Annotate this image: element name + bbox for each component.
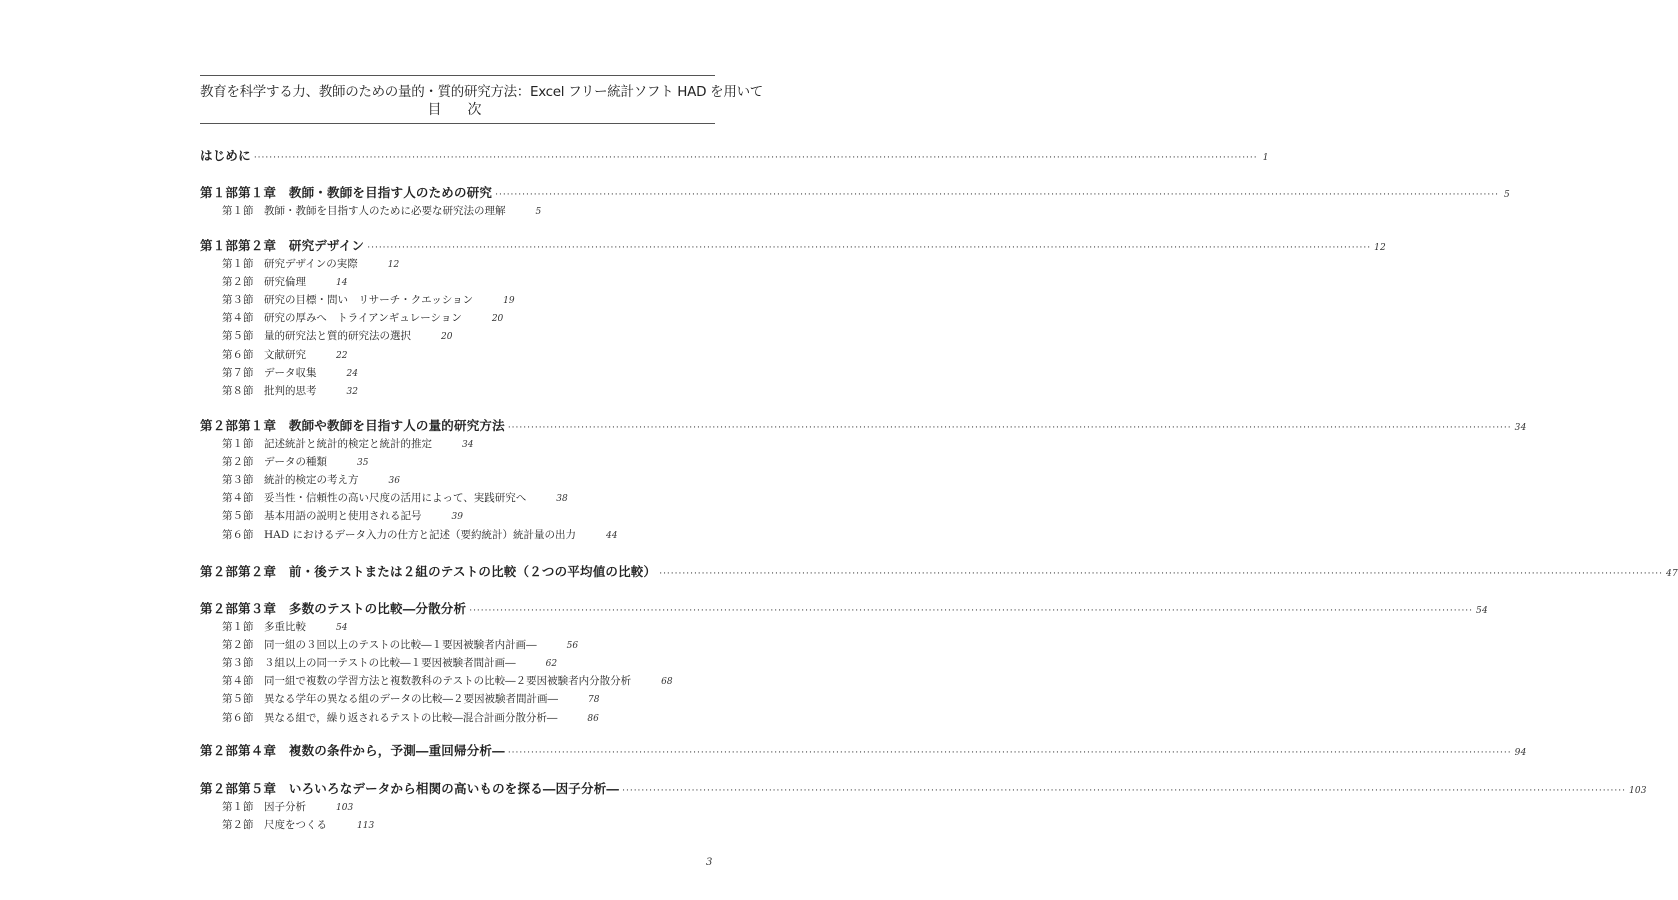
section-number: 第６節 — [222, 529, 254, 541]
toc-chapter-entry — [200, 416, 1527, 434]
section-title: 同一組の３回以上のテストの比較―１要因被験者内計画― — [264, 639, 537, 651]
toc-section-entry — [222, 365, 358, 380]
toc-section-entry — [222, 256, 399, 271]
bottom-rule — [200, 123, 715, 124]
toc-section-entry — [222, 691, 599, 706]
section-page: 103 — [336, 803, 354, 813]
leader-dots: ···································································································································································································································································· — [367, 243, 1372, 253]
toc-section-entry — [222, 328, 452, 343]
toc-section-entry — [222, 619, 347, 634]
toc-section-entry — [222, 472, 400, 487]
section-number: 第１節 — [222, 205, 254, 217]
toc-section-entry — [222, 655, 557, 670]
leader-dots: ···································································································································································································································································· — [253, 153, 1258, 163]
toc-chapter-entry — [200, 599, 1488, 617]
section-number: 第２節 — [222, 276, 254, 288]
section-page: 19 — [503, 296, 515, 306]
section-title: HAD におけるデータ入力の仕方と記述（要約統計）統計量の出力 — [264, 529, 576, 541]
chapter-page: 34 — [1514, 423, 1527, 433]
page-number: 3 — [706, 857, 713, 868]
section-number: 第３節 — [222, 474, 254, 486]
toc-chapter-entry — [200, 183, 1510, 201]
toc-section-entry — [222, 292, 515, 307]
section-page: 86 — [587, 714, 599, 724]
section-number: 第４節 — [222, 492, 254, 504]
chapter-page: 12 — [1374, 243, 1386, 253]
chapter-page: 54 — [1476, 606, 1488, 616]
section-number: 第２節 — [222, 456, 254, 468]
chapter-page: 1 — [1262, 153, 1269, 163]
section-number: 第２節 — [222, 639, 254, 651]
section-number: 第１節 — [222, 621, 254, 633]
toc-section-entry — [222, 436, 473, 451]
section-title: 文献研究 — [264, 349, 306, 361]
toc-section-entry — [222, 673, 673, 688]
section-title: データ収集 — [264, 367, 317, 379]
chapter-title: はじめに — [200, 148, 251, 163]
section-page: 54 — [336, 623, 348, 633]
section-title: データの種類 — [264, 456, 327, 468]
section-number: 第１節 — [222, 438, 254, 450]
section-title: ３組以上の同一テストの比較―１要因被験者間計画― — [264, 657, 516, 669]
toc-chapter-entry — [200, 236, 1386, 254]
section-page: 12 — [387, 260, 400, 270]
toc-section-entry — [222, 799, 353, 814]
section-number: 第６節 — [222, 712, 254, 724]
toc-section-entry — [222, 383, 358, 398]
toc-chapter-entry — [200, 146, 1269, 164]
section-page: 62 — [545, 659, 558, 669]
top-rule — [200, 75, 715, 76]
chapter-title: 第２部第３章 多数のテストの比較―分散分析 — [200, 601, 467, 616]
chapter-title: 第２部第４章 複数の条件から，予測―重回帰分析― — [200, 743, 505, 758]
section-title: 多重比較 — [264, 621, 306, 633]
section-page: 35 — [357, 458, 369, 468]
chapter-title: 第２部第２章 前・後テストまたは２組のテストの比較（２つの平均値の比較） — [200, 564, 657, 579]
chapter-page: 5 — [1504, 190, 1510, 200]
section-page: 39 — [451, 512, 463, 522]
section-page: 113 — [357, 821, 375, 831]
section-page: 38 — [556, 494, 568, 504]
section-page: 36 — [388, 476, 400, 486]
section-title: 因子分析 — [264, 801, 306, 813]
book-title: 教育を科学する力、教師のための量的・質的研究方法：Excel フリー統計ソフト HAD を用いて — [200, 84, 763, 100]
section-page: 5 — [535, 207, 542, 217]
section-page: 34 — [462, 440, 474, 450]
toc-section-entry — [222, 508, 463, 523]
section-title: 同一組で複数の学習方法と複数教科のテストの比較―２要因被験者内分散分析 — [264, 675, 632, 687]
section-title: 研究倫理 — [264, 276, 306, 288]
section-page: 68 — [661, 677, 673, 687]
section-number: 第１節 — [222, 801, 254, 813]
section-title: 研究の目標・問い リサーチ・クエッション — [264, 294, 474, 306]
toc-section-entry — [222, 310, 503, 325]
leader-dots: ···································································································································································································································································· — [469, 606, 1474, 616]
toc-chapter-entry — [200, 779, 1647, 797]
section-page: 22 — [336, 351, 348, 361]
section-number: 第７節 — [222, 367, 254, 379]
section-title: 批判的思考 — [264, 385, 317, 397]
section-page: 78 — [588, 695, 600, 705]
section-number: 第５節 — [222, 693, 254, 705]
toc-heading: 目 次 — [427, 102, 488, 118]
section-number: 第３節 — [222, 294, 254, 306]
section-number: 第８節 — [222, 385, 254, 397]
chapter-page: 94 — [1514, 748, 1527, 758]
section-page: 24 — [346, 369, 358, 379]
section-title: 研究デザインの実際 — [264, 258, 358, 270]
section-title: 妥当性・信頼性の高い尺度の活用によって、実践研究へ — [264, 492, 527, 504]
section-number: 第５節 — [222, 330, 254, 342]
section-number: 第２節 — [222, 819, 254, 831]
toc-section-entry — [222, 710, 599, 725]
toc-chapter-entry — [200, 562, 1678, 580]
toc-section-entry — [222, 527, 617, 542]
toc-section-entry — [222, 274, 347, 289]
section-page: 20 — [491, 314, 504, 324]
section-number: 第３節 — [222, 657, 254, 669]
section-page: 44 — [606, 531, 618, 541]
chapter-title: 第１部第２章 研究デザイン — [200, 238, 365, 253]
chapter-page: 47 — [1666, 569, 1678, 579]
leader-dots: ···································································································································································································································································· — [659, 569, 1664, 579]
section-number: 第５節 — [222, 510, 254, 522]
leader-dots: ···································································································································································································································································· — [507, 748, 1512, 758]
chapter-title: 第２部第５章 いろいろなデータから相関の高いものを探る―因子分析― — [200, 781, 620, 796]
leader-dots: ···································································································································································································································································· — [622, 786, 1626, 796]
section-page: 32 — [346, 387, 358, 397]
section-page: 56 — [566, 641, 579, 651]
section-title: 量的研究法と質的研究法の選択 — [264, 330, 411, 342]
section-number: 第６節 — [222, 349, 254, 361]
section-title: 異なる組で，繰り返されるテストの比較―混合計画分散分析― — [264, 712, 558, 724]
chapter-title: 第２部第１章 教師や教師を目指す人の量的研究方法 — [200, 418, 505, 433]
toc-section-entry — [222, 490, 568, 505]
chapter-page: 103 — [1628, 786, 1647, 796]
toc-section-entry — [222, 454, 368, 469]
section-title: 統計的検定の考え方 — [264, 474, 359, 486]
section-title: 基本用語の説明と使用される記号 — [264, 510, 422, 522]
section-title: 記述統計と統計的検定と統計的推定 — [264, 438, 432, 450]
toc-section-entry — [222, 637, 578, 652]
section-number: 第１節 — [222, 258, 254, 270]
toc-chapter-entry — [200, 741, 1527, 759]
toc-section-entry — [222, 347, 347, 362]
section-number: 第４節 — [222, 312, 254, 324]
chapter-title: 第１部第１章 教師・教師を目指す人のための研究 — [200, 185, 493, 200]
toc-section-entry — [222, 817, 374, 832]
leader-dots: ···································································································································································································································································· — [507, 423, 1512, 433]
leader-dots: ···································································································································································································································································· — [495, 190, 1499, 200]
section-number: 第４節 — [222, 675, 254, 687]
section-title: 尺度をつくる — [264, 819, 327, 831]
section-title: 異なる学年の異なる組のデータの比較―２要因被験者間計画― — [264, 693, 558, 705]
section-title: 教師・教師を目指す人のために必要な研究法の理解 — [264, 205, 506, 217]
section-page: 14 — [336, 278, 348, 288]
toc-section-entry — [222, 203, 541, 218]
section-title: 研究の厚みへ トライアンギュレーション — [264, 312, 462, 324]
section-page: 20 — [441, 332, 453, 342]
